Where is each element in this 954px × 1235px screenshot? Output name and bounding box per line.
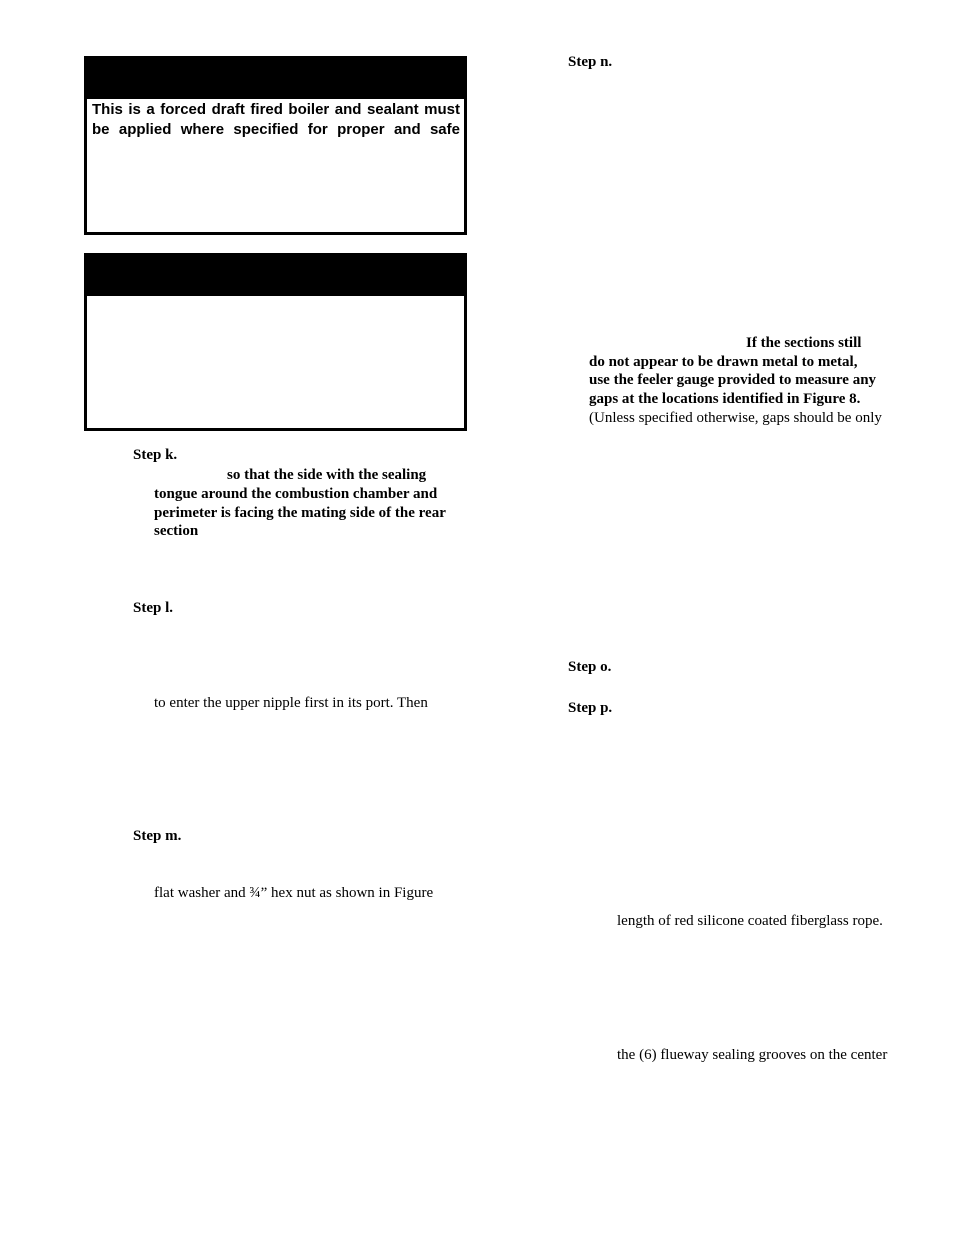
step-k-line: so that the side with the sealing: [227, 467, 427, 483]
step-l-text: to enter the upper nipple first in its port. Then: [154, 695, 428, 711]
step-o-label: Step o.: [568, 659, 612, 675]
step-p-label: Step p.: [568, 700, 613, 716]
step-n-line: gaps at the locations identified in Figure 8.: [589, 391, 861, 407]
step-n-line: If the sections still: [746, 335, 862, 351]
step-n-plain-line: (Unless specified otherwise, gaps should be only: [589, 410, 882, 426]
warning-box-header: [87, 59, 464, 99]
warning-box-blank: [84, 253, 467, 431]
step-k-line: section: [154, 523, 199, 539]
step-n-line: do not appear to be drawn metal to metal,: [589, 354, 858, 370]
warning-line: This is a forced draft fired boiler and sealant must: [92, 101, 460, 118]
warning-box-sealant: [84, 56, 467, 235]
step-n-label: Step n.: [568, 54, 613, 70]
step-m-text: flat washer and ¾” hex nut as shown in Figure: [154, 885, 434, 901]
step-n-line: use the feeler gauge provided to measure any: [589, 372, 877, 388]
step-l-label: Step l.: [133, 600, 174, 616]
step-m-label: Step m.: [133, 828, 182, 844]
step-p-text: the (6) flueway sealing grooves on the center: [617, 1047, 888, 1063]
warning-box-text: [87, 99, 464, 139]
warning-line: be applied where specified for proper and safe: [92, 120, 460, 138]
step-p-text: length of red silicone coated fiberglass rope.: [617, 913, 883, 929]
step-k-label: Step k.: [133, 447, 178, 463]
warning-box-header: [87, 256, 464, 296]
step-k-line: perimeter is facing the mating side of the rear: [154, 505, 446, 521]
step-k-line: tongue around the combustion chamber and: [154, 486, 438, 502]
